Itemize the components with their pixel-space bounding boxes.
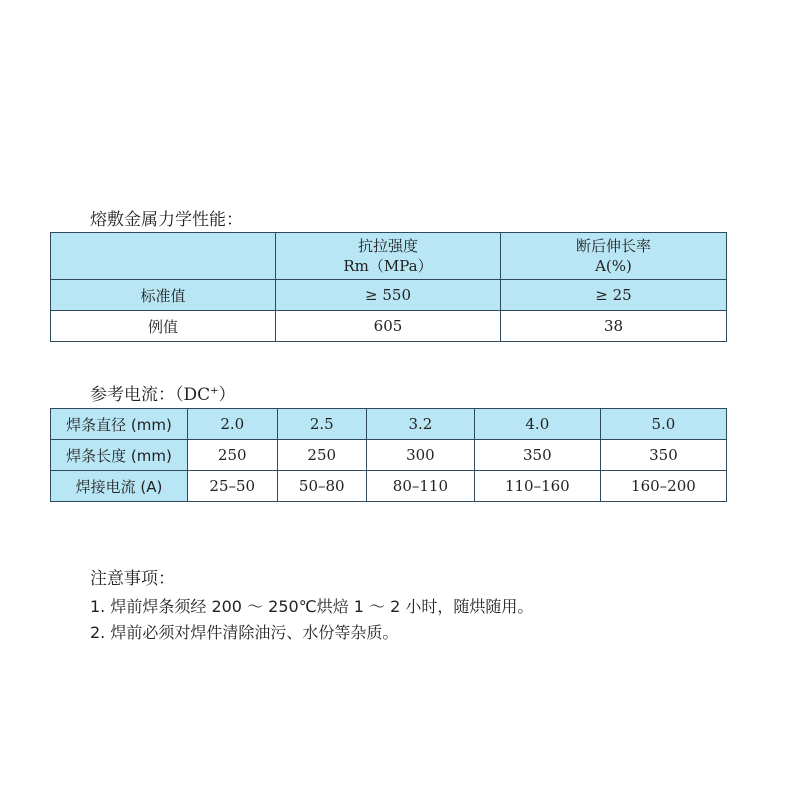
table-cell: 2.0: [188, 409, 278, 440]
table-cell: 80–110: [367, 471, 475, 502]
table-cell: 160–200: [600, 471, 726, 502]
row-label: 例值: [51, 311, 276, 342]
table-cell: 3.2: [367, 409, 475, 440]
table-header-row: [51, 233, 727, 280]
table-cell: 38: [501, 311, 727, 342]
mechanical-properties-title: 熔敷金属力学性能：: [90, 210, 243, 230]
row-label: 焊条直径 (mm): [51, 409, 188, 440]
tensile-strength-unit: Rm（MPa）: [343, 257, 433, 275]
reference-current-table: [50, 408, 727, 502]
polarity-open: （DC: [175, 385, 211, 405]
note-item: 1. 焊前焊条须经 200 ～ 250℃烘焙 1 ～ 2 小时，随烘随用。: [90, 597, 534, 616]
table-row: [51, 280, 727, 311]
table-row: [51, 409, 727, 440]
elongation-unit: A(%): [595, 257, 632, 275]
table-cell: 25–50: [188, 471, 278, 502]
table-row: [51, 471, 727, 502]
mechanical-properties-table: [50, 232, 727, 342]
row-label: 焊条长度 (mm): [51, 440, 188, 471]
table-cell: 4.0: [474, 409, 600, 440]
tensile-strength-label: 抗拉强度: [357, 237, 418, 255]
table-cell: 300: [367, 440, 475, 471]
polarity-close: ）: [218, 385, 236, 405]
reference-current-label: 参考电流：: [90, 385, 175, 405]
header-empty-cell: [51, 233, 276, 280]
table-cell: 605: [276, 311, 501, 342]
table-cell: 350: [600, 440, 726, 471]
note-item: 2. 焊前必须对焊件清除油污、水份等杂质。: [90, 623, 399, 642]
reference-current-title: [90, 380, 236, 405]
header-elongation: [501, 233, 727, 280]
table-cell: 5.0: [600, 409, 726, 440]
table-row: [51, 311, 727, 342]
table-cell: 250: [277, 440, 367, 471]
table-cell: 50–80: [277, 471, 367, 502]
table-cell: 250: [188, 440, 278, 471]
table-cell: ≥ 25: [501, 280, 727, 311]
table-cell: ≥ 550: [276, 280, 501, 311]
header-tensile-strength: [276, 233, 501, 280]
table-cell: 350: [474, 440, 600, 471]
polarity-sign: +: [210, 385, 219, 397]
elongation-label: 断后伸长率: [575, 237, 651, 255]
row-label: 焊接电流 (A): [51, 471, 188, 502]
notes-title: 注意事项：: [90, 569, 175, 589]
table-row: [51, 440, 727, 471]
table-cell: 110–160: [474, 471, 600, 502]
row-label: 标准值: [51, 280, 276, 311]
table-cell: 2.5: [277, 409, 367, 440]
notes-section: [90, 566, 533, 646]
